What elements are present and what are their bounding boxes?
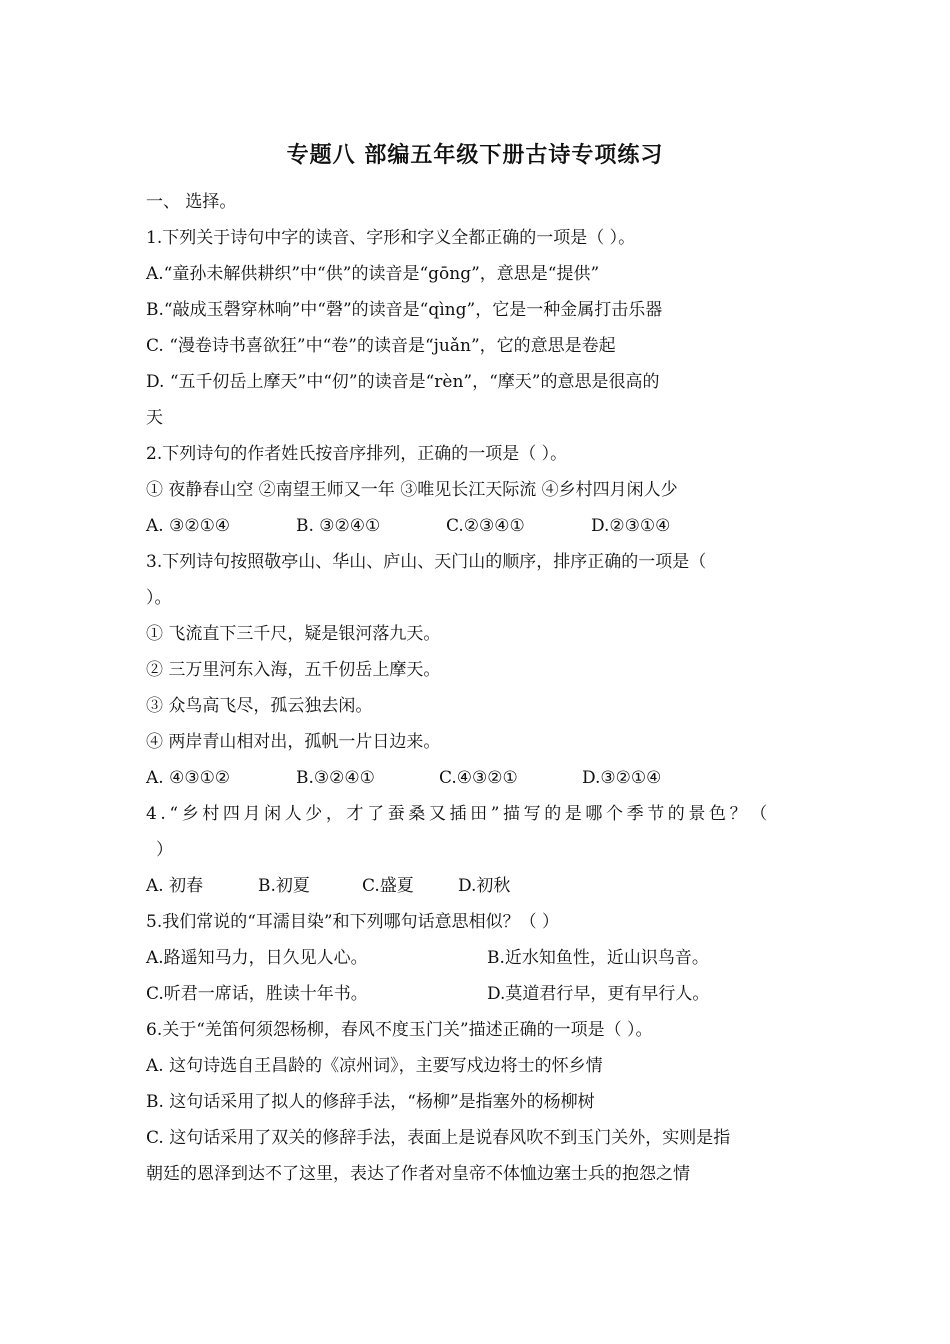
q6-option-b: B. 这句话采用了拟人的修辞手法，“杨柳”是指塞外的杨柳树 — [146, 1092, 595, 1112]
q6-stem: 6.关于“羌笛何须怨杨柳，春风不度玉门关”描述正确的一项是（ ）。 — [146, 1020, 653, 1040]
section-heading: 一、 选择。 — [146, 192, 237, 212]
page-title: 专题八 部编五年级下册古诗专项练习 — [286, 142, 664, 168]
q3-stem-cont: ）。 — [146, 588, 172, 608]
q2-poem-lines: ① 夜静春山空 ②南望王师又一年 ③唯见长江天际流 ④乡村四月闲人少 — [146, 480, 678, 500]
q1-stem: 1.下列关于诗句中字的读音、字形和字义全都正确的一项是（ ）。 — [146, 228, 636, 248]
q2-option-c: C.②③④① — [446, 516, 525, 536]
q4-option-b: B.初夏 — [258, 876, 310, 896]
q4-options — [146, 874, 510, 898]
q1-option-d: D. “五千仞岳上摩天”中“仞”的读音是“rèn”，“摩天”的意思是很高的 — [146, 372, 660, 392]
q3-option-d: D.③②①④ — [582, 768, 662, 788]
q5-option-b: B.近水知鱼性，近山识鸟音。 — [487, 948, 709, 968]
q3-line-1: ① 飞流直下三千尺，疑是银河落九天。 — [146, 624, 441, 644]
q4-option-a: A. 初春 — [146, 876, 204, 896]
q1-option-c: C. “漫卷诗书喜欲狂”中“卷”的读音是“juǎn”，它的意思是卷起 — [146, 336, 616, 356]
q6-option-c-cont: 朝廷的恩泽到达不了这里，表达了作者对皇帝不体恤边塞士兵的抱怨之情 — [146, 1164, 690, 1184]
q4-option-c: C.盛夏 — [362, 876, 414, 896]
q1-option-d-cont: 天 — [146, 408, 163, 428]
q5-option-c: C.听君一席话，胜读十年书。 — [146, 984, 368, 1004]
q1-option-a: A.“童孙未解供耕织”中“供”的读音是“gōng”，意思是“提供” — [146, 264, 600, 284]
q3-option-a: A. ④③①② — [146, 768, 231, 788]
q3-line-3: ③ 众鸟高飞尽，孤云独去闲。 — [146, 696, 373, 716]
q4-stem: 4.“乡村四月闲人少，才了蚕桑又插田”描写的是哪个季节的景色？（ — [146, 804, 771, 824]
q2-stem: 2.下列诗句的作者姓氏按音序排列，正确的一项是（ ）。 — [146, 444, 568, 464]
q2-option-d: D.②③①④ — [591, 516, 671, 536]
q3-options — [146, 766, 661, 790]
q3-option-c: C.④③②① — [439, 768, 518, 788]
q3-line-4: ④ 两岸青山相对出，孤帆一片日边来。 — [146, 732, 441, 752]
q5-option-d: D.莫道君行早，更有早行人。 — [487, 984, 710, 1004]
q5-stem: 5.我们常说的“耳濡目染”和下列哪句话意思相似？（ ） — [146, 912, 560, 932]
q1-option-b: B.“敲成玉磬穿林响”中“磬”的读音是“qìng”，它是一种金属打击乐器 — [146, 300, 663, 320]
q2-option-b: B. ③②④① — [296, 516, 381, 536]
q6-option-a: A. 这句诗选自王昌龄的《凉州词》，主要写戍边将士的怀乡情 — [146, 1056, 603, 1076]
q2-options — [146, 514, 670, 538]
q4-stem-cont: ） — [156, 840, 173, 860]
q3-line-2: ② 三万里河东入海，五千仞岳上摩天。 — [146, 660, 441, 680]
q6-option-c: C. 这句话采用了双关的修辞手法，表面上是说春风吹不到玉门关外，实则是指 — [146, 1128, 731, 1148]
q3-option-b: B.③②④① — [296, 768, 375, 788]
q2-option-a: A. ③②①④ — [146, 516, 231, 536]
q3-stem: 3.下列诗句按照敬亭山、华山、庐山、天门山的顺序，排序正确的一项是（ — [146, 552, 707, 572]
q5-option-a: A.路遥知马力，日久见人心。 — [146, 948, 368, 968]
q4-option-d: D.初秋 — [458, 876, 511, 896]
